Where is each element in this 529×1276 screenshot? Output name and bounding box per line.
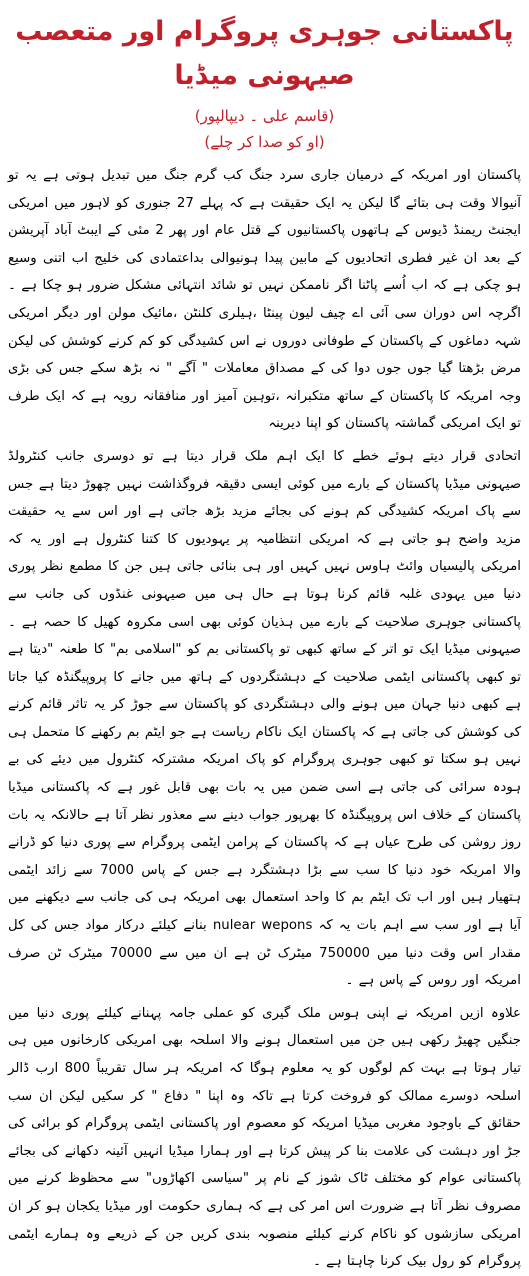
author-byline: (قاسم علی ۔ دیپالپور) xyxy=(194,107,335,125)
article-title: پاکستانی جوہری پروگرام اور متعصب صیہونی میڈیا xyxy=(15,16,514,91)
paragraph-1: پاکستان اور امریکہ کے درمیان جاری سرد جنگ کب گرم جنگ میں تبدیل ہوتی ہے یہ تو آنیوالا وقت ہی بتائے گا لیکن یہ ایک حقیقت ہے کہ پہلے 27 جنوری کو لاہور میں امریکی ایجنٹ ریمنڈ ڈیوس کے ہاتھوں پاکستانیوں کے قتل عام اور پھر 2 مئی کے ایبٹ آباد آپریشن کے بعد ان غیر فطری اتحادیوں کے مابین پیدا ہونیوالی بداعتمادی کی خلیج اب اتنی وسیع ہو چکی ہے کہ اب اُسے پاٹنا اگر ناممکن نہیں تو شائد انتہائی مشکل ضرور ہو چکا ہے ۔ اگرچہ اس دوران سی آئی اے چیف لیون پینٹا ،ہیلری کلنٹن ،مائیک مولن اور دیگر امریکی شہہ دماغوں کے پاکستان کے طوفانی دوروں نے اس کشیدگی کو کم کرنے کوشش کی لیکن مرض بڑھتا گیا جوں جوں دوا کی کے مصداق معاملات " آگے " نہ بڑھ سکے جس کی بڑی وجہ امریکہ کا پاکستان کے ساتھ متکبرانہ ،توہین آمیز اور منافقانہ رویہ ہے کہ ایک طرف تو ایک امریکی گماشتہ پاکستان کو اپنا دیرینہ xyxy=(8,168,521,432)
article-body xyxy=(8,162,521,1276)
paragraph-2: اتحادی قرار دیتے ہوئے خطے کا ایک اہم ملک قرار دیتا ہے تو دوسری جانب کنٹرولڈ صیہونی میڈیا پاکستان کے بارے میں کوئی ایسی دقیقہ فروگذاشت نہیں چھوڑ دیتا ہے جس سے پاک امریکہ کشیدگی کم ہونے کی بجائے مزید بڑھ جاتی ہے اور اس سے یہ حقیقت مزید واضح ہو جاتی ہے کہ امریکی انتظامیہ پر یہودیوں کا کتنا کنٹرول ہے اور یہ کہ امریکی پالیسیاں وائٹ ہاوس نہیں کہیں اور ہی بنائی جاتی ہیں جن کا مطمع نظر پوری دنیا میں یہودی غلبہ قائم کرنا ہوتا ہے حال ہی میں صیہونی غنڈوں کی جانب سے پاکستانی جوہری صلاحیت کے بارے میں ہذیان کوئی بھی اسی مکروہ کھیل کا حصہ ہے ۔صیہونی میڈیا ایک تو اتر کے ساتھ کبھی تو پاکستانی بم کو "اسلامی بم" کا طعنہ "دیتا ہے تو کبھی پاکستانی ایٹمی صلاحیت کے دہشتگردوں کے ہاتھ میں جانے کا پروپیگنڈہ کیا جاتا ہے کبھی دنیا جہان میں ہونے والی دہشتگردی کو پاکستان سے جوڑ کر یہ تاثر قائم کرنے کی کوشش کی جاتی ہے کہ پاکستان ایک ناکام ریاست ہے جو ایٹم بم رکھنے کا متحمل ہی نہیں ہو سکتا تو کبھی جوہری پروگرام کو پاک امریکہ مشترکہ کنٹرول میں دیئے کی بے ہودہ سرائی کی جاتی ہے اسی ضمن میں یہ بات بھی قابل غور ہے کہ پاکستانی میڈیا پاکستان کے خلاف اس پروپیگنڈہ کا بھرپور جواب دینے سے معذور نظر آتا ہے حالانکہ یہ بات روز روشن کی طرح عیاں ہے کہ پاکستان کے پرامن ایٹمی پروگرام سے پوری دنیا کو ڈرانے والا امریکہ خود دنیا کا سب سے بڑا دہشتگرد ہے جس کے پاس 7000 سے زائد ایٹمی ہتھیار ہیں اور اب تک ایٹم بم کا واحد استعمال بھی امریکہ ہی کی جانب سے دیکھنے میں آیا ہے اور سب سے اہم بات یہ کہ nulear wepons بنانے کیلئے درکار مواد جس کی کل مقدار اس وقت دنیا میں 750000 میٹرک ٹن ہے ان میں سے 70000 میٹرک ٹن صرف امریکہ اور روس کے پاس ہے ۔ xyxy=(8,448,521,989)
article-note: (او کو صدا کر چلے) xyxy=(204,133,325,151)
paragraph-3: علاوہ ازیں امریکہ نے اپنی ہوس ملک گیری کو عملی جامہ پہنانے کیلئے پوری دنیا میں جنگیں چھیڑ رکھی ہیں جن میں استعمال ہونے والا اسلحہ بھی امریکی کارخانوں میں ہی تیار ہوتا ہے بہت کم لوگوں کو یہ معلوم ہوگا کہ امریکہ ہر سال تقریباً 800 ارب ڈالر اسلحہ دوسرے ممالک کو فروخت کرتا ہے تاکہ وہ اپنا " دفاع " کر سکیں لیکن ان سب حقائق کے باوجود مغربی میڈیا امریکہ کو معصوم اور پاکستانی ایٹمی پروگرام کو برائی کی جڑ اور دہشت کی علامت بنا کر پیش کرتا ہے اور ہمارا میڈیا انہیں آئینہ دکھانے کی بجائے پاکستانی عوام کو مختلف ٹاک شوز کے نام پر "سیاسی اکھاڑوں" سے محظوظ کرنے میں مصروف نظر آتا ہے ضرورت اس امر کی ہے کہ ہماری حکومت اور میڈیا یکجان ہو کر ان امریکی سازشوں کو ناکام کرنے کیلئے منصوبہ بندی کریں جن کے ذریعے وہ ہمارے ایٹمی پروگرام کو رول بیک کرنا چاہتا ہے ۔ xyxy=(8,1005,521,1270)
